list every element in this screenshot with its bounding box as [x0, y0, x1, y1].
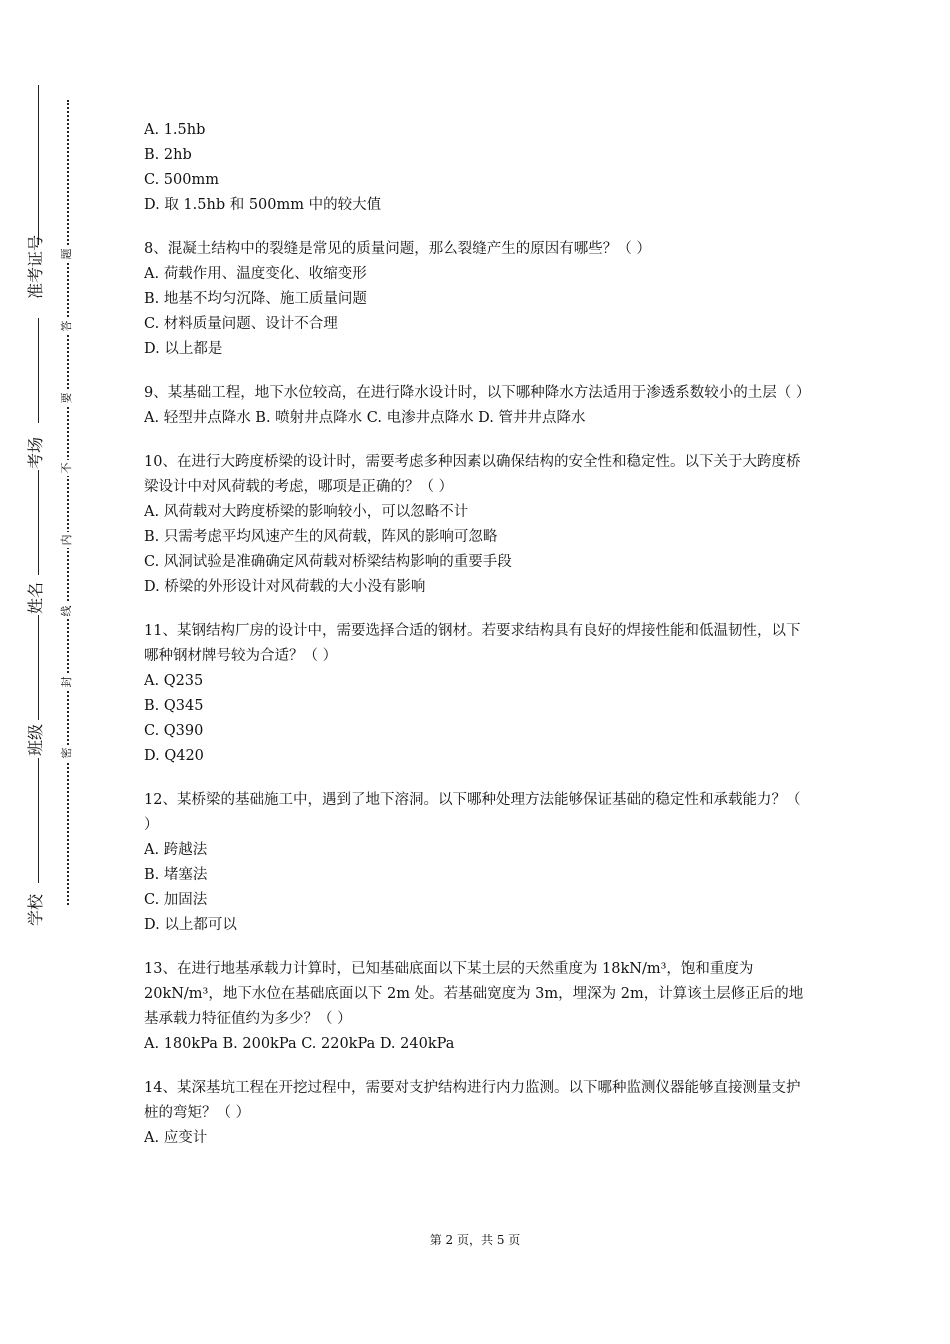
question-9: [144, 381, 812, 431]
question-13: [144, 957, 812, 1057]
name-line: [38, 470, 39, 575]
question-text: 11、某钢结构厂房的设计中，需要选择合适的钢材。若要求结构具有良好的焊接性能和低温韧性，以下哪种钢材牌号较为合适？（ ）: [144, 623, 801, 664]
seal-dotted-line: [67, 100, 69, 905]
exam-content: [144, 118, 812, 1170]
exam-room-label: 考场: [26, 436, 45, 469]
option: A. 1.5hb: [144, 122, 206, 138]
question-text: 12、某桥梁的基础施工中，遇到了地下溶洞。以下哪种处理方法能够保证基础的稳定性和承载能力？（ ）: [144, 792, 801, 833]
seal-char: 内: [59, 532, 75, 548]
question-14: [144, 1076, 812, 1151]
option: A. 应变计: [144, 1130, 208, 1146]
question-text: 9、某基础工程，地下水位较高，在进行降水设计时，以下哪种降水方法适用于渗透系数较小的土层（ ）: [144, 385, 811, 401]
question-11: [144, 619, 812, 769]
question-text: 10、在进行大跨度桥梁的设计时，需要考虑多种因素以确保结构的安全性和稳定性。以下关于大跨度桥梁设计中对风荷载的考虑，哪项是正确的？（ ）: [144, 454, 801, 495]
option: A. 跨越法: [144, 842, 208, 858]
school-line: [38, 758, 39, 883]
seal-char: 线: [59, 603, 75, 619]
option: D. 取 1.5hb 和 500mm 中的较大值: [144, 197, 382, 213]
question-8: [144, 237, 812, 362]
seal-char: 不: [59, 460, 75, 476]
option: D. 以上都是: [144, 341, 223, 357]
option: B. 2hb: [144, 147, 192, 163]
option: B. 堵塞法: [144, 867, 208, 883]
question-text: 13、在进行地基承载力计算时，已知基础底面以下某土层的天然重度为 18kN/m³，饱和重度为 20kN/m³，地下水位在基础底面以下 2m 处。若基础宽度为 3m，埋深为 2m，计算该土层修正后的地基承载力特征值约为多少？（ ）: [144, 961, 804, 1027]
seal-char: 答: [59, 318, 75, 334]
class-label: 班级: [26, 723, 45, 756]
question-text: 8、混凝土结构中的裂缝是常见的质量问题，那么裂缝产生的原因有哪些？（ ）: [144, 241, 651, 257]
option: A. 轻型井点降水 B. 喷射井点降水 C. 电渗井点降水 D. 管井井点降水: [144, 410, 586, 426]
school-label: 学校: [26, 893, 45, 926]
option: D. 以上都可以: [144, 917, 237, 933]
question-fragment: [144, 118, 812, 218]
option: C. Q390: [144, 723, 204, 739]
id-number-label: 准考证号: [26, 234, 45, 299]
option: A. 180kPa B. 200kPa C. 220kPa D. 240kPa: [144, 1036, 455, 1052]
page-footer: 第 2 页，共 5 页: [429, 1233, 521, 1247]
option: C. 材料质量问题、设计不合理: [144, 316, 338, 332]
option: D. 桥梁的外形设计对风荷载的大小没有影响: [144, 579, 426, 595]
class-line: [38, 615, 39, 720]
exam-room-line: [38, 318, 39, 423]
name-label: 姓名: [26, 581, 45, 614]
option: C. 加固法: [144, 892, 208, 908]
id-number-line: [38, 85, 39, 245]
option: B. 只需考虑平均风速产生的风荷载，阵风的影响可忽略: [144, 529, 498, 545]
seal-char: 封: [59, 674, 75, 690]
option: A. 风荷载对大跨度桥梁的影响较小，可以忽略不计: [144, 504, 469, 520]
question-10: [144, 450, 812, 600]
option: A. Q235: [144, 673, 204, 689]
question-12: [144, 788, 812, 938]
seal-char: 题: [59, 246, 75, 262]
option: A. 荷载作用、温度变化、收缩变形: [144, 266, 367, 282]
binding-margin: [0, 0, 100, 1344]
option: C. 500mm: [144, 172, 219, 188]
seal-char: 密: [59, 745, 75, 761]
option: B. Q345: [144, 698, 204, 714]
option: D. Q420: [144, 748, 204, 764]
seal-char: 要: [59, 390, 75, 406]
option: B. 地基不均匀沉降、施工质量问题: [144, 291, 367, 307]
question-text: 14、某深基坑工程在开挖过程中，需要对支护结构进行内力监测。以下哪种监测仪器能够直接测量支护桩的弯矩？（ ）: [144, 1080, 801, 1121]
option: C. 风洞试验是准确确定风荷载对桥梁结构影响的重要手段: [144, 554, 512, 570]
